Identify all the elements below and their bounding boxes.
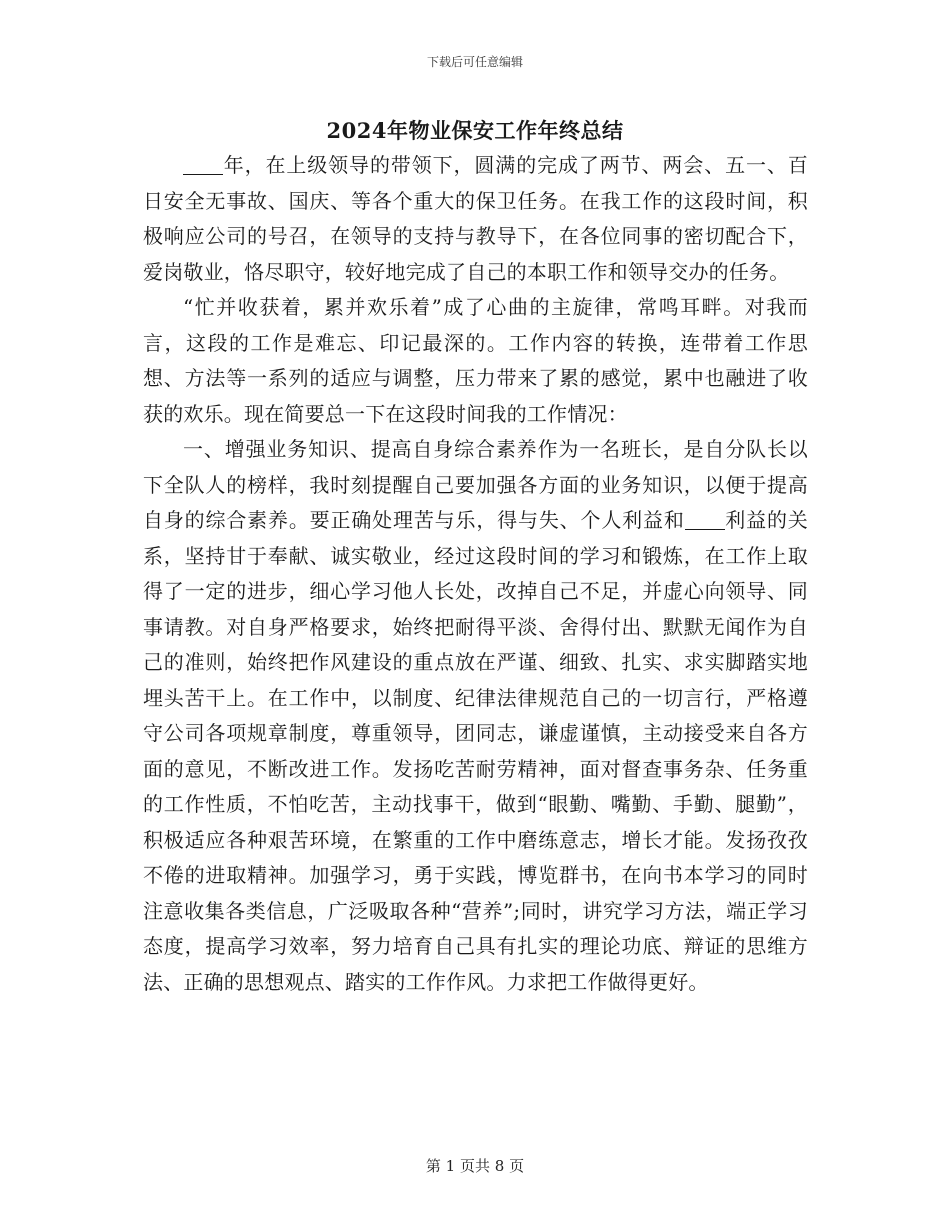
paragraph-2	[143, 290, 808, 432]
page-header-note: 下载后可任意编辑	[426, 55, 523, 69]
paragraph-1	[143, 148, 808, 290]
document-title: 2024年物业保安工作年终总结	[326, 118, 624, 143]
page-number: 第 1 页共 8 页	[425, 1157, 525, 1175]
blank-line	[183, 154, 223, 175]
paragraph-3-text-before: 一、增强业务知识、提高自身综合素养作为一名班长，是自分队长以下全队人的榜样，我时刻提醒自己要加强各方面的业务知识，以便于提高自身的综合素养。要正确处理苦与乐，得与失、个人利益和	[143, 437, 808, 532]
paragraph-3-text-after: 利益的关系，坚持甘于奉献、诚实敬业，经过这段时间的学习和锻炼，在工作上取得了一定的进步，细心学习他人长处，改掉自己不足，并虚心向领导、同事请教。对自身严格要求，始终把耐得平淡、舍得付出、默默无闻作为自己的准则，始终把作风建设的重点放在严谨、细致、扎实、求实脚踏实地埋头苦干上。在工作中，以制度、纪律法律规范自己的一切言行，严格遵守公司各项规章制度，尊重领导，团同志，谦虚谨慎，主动接受来自各方面的意见，不断改进工作。发扬吃苦耐劳精神，面对督查事务杂、任务重的工作性质，不怕吃苦，主动找事干，做到“眼勤、嘴勤、手勤、腿勤”，积极适应各种艰苦环境，在繁重的工作中磨练意志，增长才能。发扬孜孜不倦的进取精神。加强学习，勇于实践，博览群书，在向书本学习的同时注意收集各类信息，广泛吸取各种“营养”;同时，讲究学习方法，端正学习态度，提高学习效率，努力培育自己具有扎实的理论功底、辩证的思维方法、正确的思想观点、踏实的工作作风。力求把工作做得更好。	[143, 508, 808, 994]
paragraph-2-text: “忙并收获着，累并欢乐着”成了心曲的主旋律，常鸣耳畔。对我而言，这段的工作是难忘、印记最深的。工作内容的转换，连带着工作思想、方法等一系列的适应与调整，压力带来了累的感觉，累中也融进了收获的欢乐。现在简要总一下在这段时间我的工作情况：	[143, 295, 808, 426]
blank-line	[685, 509, 725, 530]
paragraph-1-text: 年，在上级领导的带领下，圆满的完成了两节、两会、五一、百日安全无事故、国庆、等各个重大的保卫任务。在我工作的这段时间，积极响应公司的号召，在领导的支持与教导下，在各位同事的密切配合下，爱岗敬业，恪尽职守，较好地完成了自己的本职工作和领导交办的任务。	[143, 153, 808, 284]
document-body	[143, 148, 808, 1000]
paragraph-3	[143, 432, 808, 1000]
